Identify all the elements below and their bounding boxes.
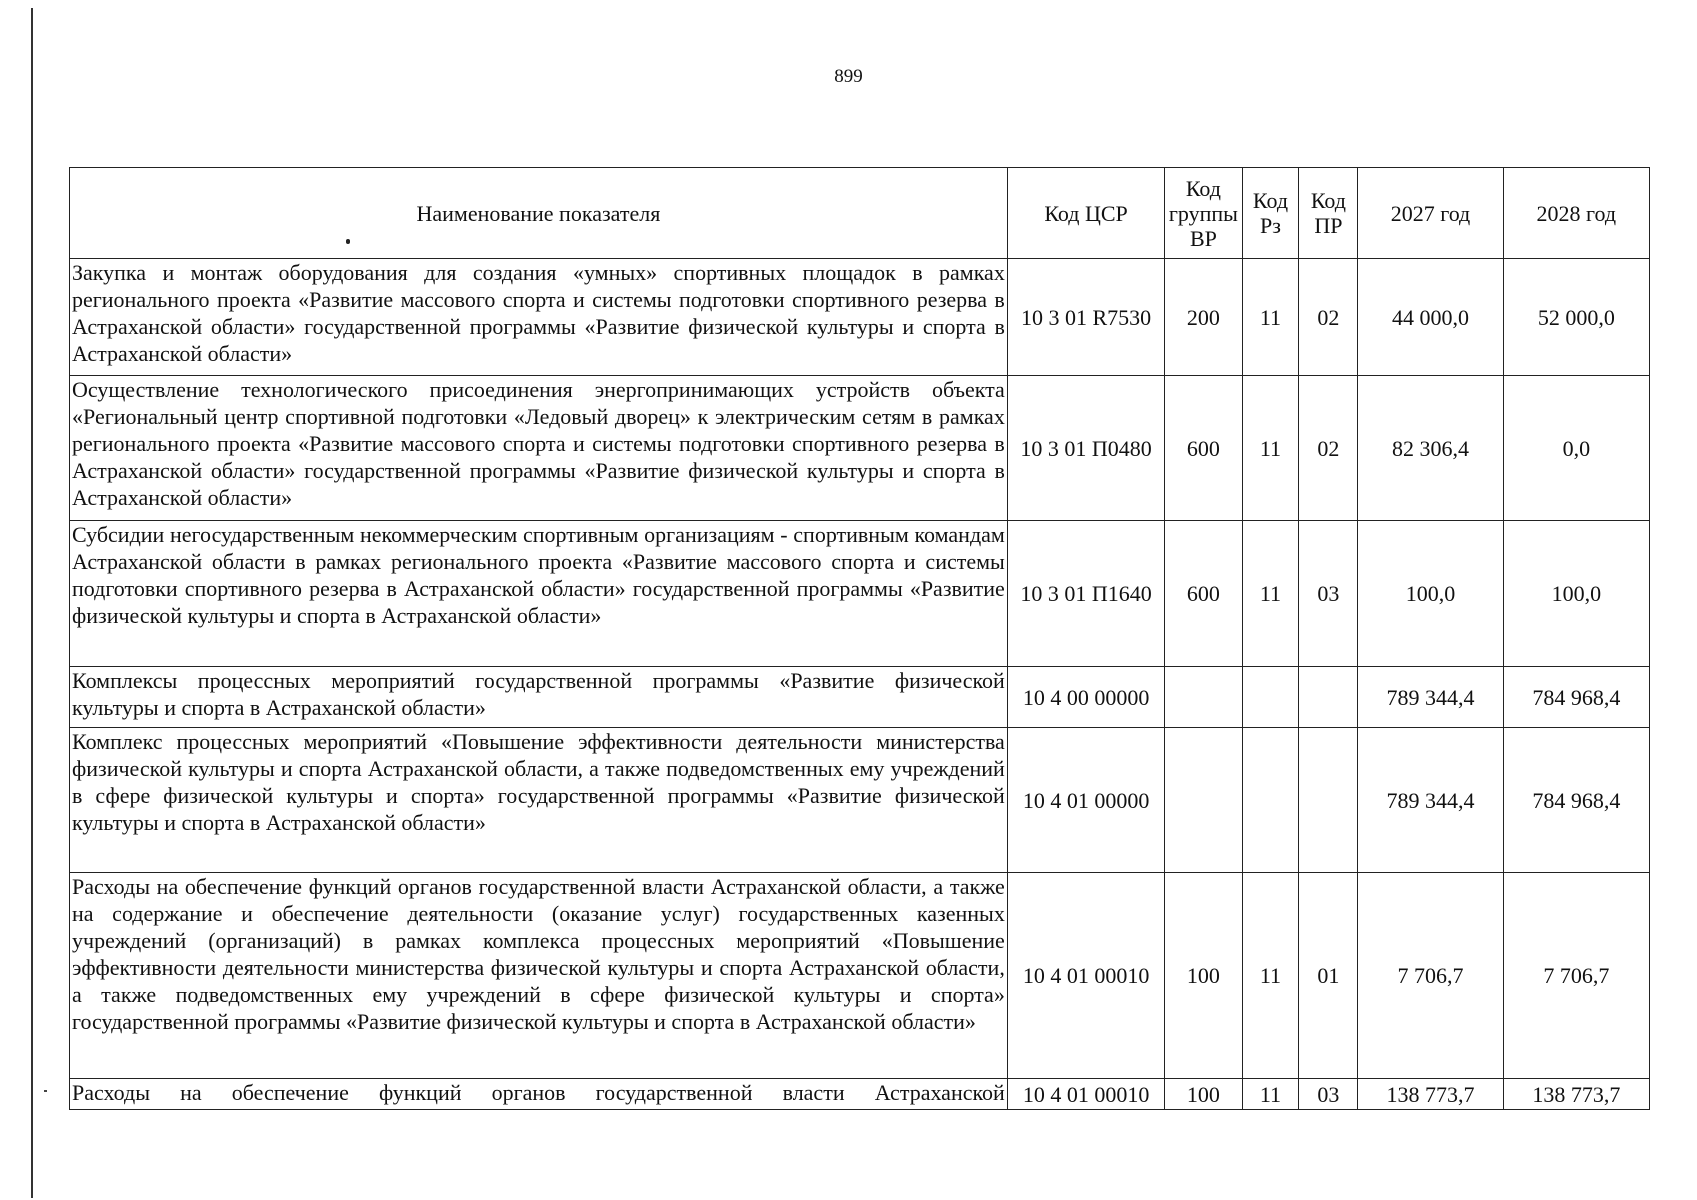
row-2028: 784 968,4 (1503, 667, 1649, 728)
row-csr: 10 4 01 00010 (1007, 1079, 1164, 1110)
row-pr: 02 (1299, 259, 1358, 376)
row-pr: 01 (1299, 873, 1358, 1079)
row-name: Комплекс процессных мероприятий «Повышение эффективности деятельности министерства физической культуры и спорта Астраханской области, а также подведомственных ему учреждений в сфере физической культуры и спорта» государственной программы «Развитие физической культуры и спорта в Астраханской области» (70, 728, 1008, 873)
row-csr: 10 4 01 00010 (1007, 873, 1164, 1079)
table-header-row (70, 168, 1650, 259)
row-vr (1165, 667, 1242, 728)
row-2027: 100,0 (1358, 521, 1503, 667)
row-name: Расходы на обеспечение функций органов государственной власти Астраханской области, а также на содержание и обеспечение деятельности (оказание услуг) государственных казенных учреждений (организаций) в рамках комплекса процессных мероприятий «Повышение эффективности деятельности министерства физической культуры и спорта Астраханской области, а также подведомственных ему учреждений в сфере физической культуры и спорта» государственной программы «Развитие физической культуры и спорта в Астраханской области» (70, 873, 1008, 1079)
row-2028: 100,0 (1503, 521, 1649, 667)
row-vr: 100 (1165, 873, 1242, 1079)
row-csr: 10 4 00 00000 (1007, 667, 1164, 728)
row-2028: 0,0 (1503, 376, 1649, 521)
header-name: Наименование показателя (70, 168, 1008, 259)
budget-table (69, 167, 1650, 1110)
row-2027: 138 773,7 (1358, 1079, 1503, 1110)
row-pr: 03 (1299, 1079, 1358, 1110)
row-csr: 10 3 01 П0480 (1007, 376, 1164, 521)
header-rz: Код Рз (1242, 168, 1299, 259)
row-2028: 138 773,7 (1503, 1079, 1649, 1110)
row-csr: 10 4 01 00000 (1007, 728, 1164, 873)
row-pr: 03 (1299, 521, 1358, 667)
table-row (70, 667, 1650, 728)
row-2027: 789 344,4 (1358, 667, 1503, 728)
page-number: 899 (834, 66, 863, 87)
row-pr (1299, 667, 1358, 728)
row-rz: 11 (1242, 1079, 1299, 1110)
row-2027: 7 706,7 (1358, 873, 1503, 1079)
table-row (70, 728, 1650, 873)
header-2028: 2028 год (1503, 168, 1649, 259)
row-csr: 10 3 01 R7530 (1007, 259, 1164, 376)
row-vr: 100 (1165, 1079, 1242, 1110)
row-name: Осуществление технологического присоединения энергопринимающих устройств объекта «Региональный центр спортивной подготовки «Ледовый дворец» к электрическим сетям в рамках регионального проекта «Развитие массового спорта и системы подготовки спортивного резерва в Астраханской области» государственной программы «Развитие физической культуры и спорта в Астраханской области» (70, 376, 1008, 521)
row-name: Расходы на обеспечение функций органов государственной власти Астраханской (70, 1079, 1008, 1110)
row-name: Закупка и монтаж оборудования для создания «умных» спортивных площадок в рамках регионального проекта «Развитие массового спорта и системы подготовки спортивного резерва в Астраханской области» государственной программы «Развитие физической культуры и спорта в Астраханской области» (70, 259, 1008, 376)
row-2027: 82 306,4 (1358, 376, 1503, 521)
header-pr: Код ПР (1299, 168, 1358, 259)
row-name: Субсидии негосударственным некоммерческим спортивным организациям - спортивным командам Астраханской области в рамках регионального проекта «Развитие массового спорта и системы подготовки спортивного резерва в Астраханской области» государственной программы «Развитие физической культуры и спорта в Астраханской области» (70, 521, 1008, 667)
row-pr: 02 (1299, 376, 1358, 521)
row-2028: 52 000,0 (1503, 259, 1649, 376)
row-vr: 200 (1165, 259, 1242, 376)
row-vr (1165, 728, 1242, 873)
margin-mark (44, 1090, 47, 1092)
table-row (70, 521, 1650, 667)
row-rz: 11 (1242, 521, 1299, 667)
row-csr: 10 3 01 П1640 (1007, 521, 1164, 667)
scan-dot-mark (346, 239, 350, 244)
row-vr: 600 (1165, 376, 1242, 521)
table-row (70, 376, 1650, 521)
row-rz: 11 (1242, 259, 1299, 376)
row-2027: 789 344,4 (1358, 728, 1503, 873)
row-2027: 44 000,0 (1358, 259, 1503, 376)
row-rz: 11 (1242, 873, 1299, 1079)
table-row (70, 1079, 1650, 1110)
row-rz: 11 (1242, 376, 1299, 521)
row-vr: 600 (1165, 521, 1242, 667)
table-row (70, 259, 1650, 376)
row-name: Комплексы процессных мероприятий государственной программы «Развитие физической культуры и спорта в Астраханской области» (70, 667, 1008, 728)
row-2028: 784 968,4 (1503, 728, 1649, 873)
row-rz (1242, 728, 1299, 873)
row-pr (1299, 728, 1358, 873)
header-csr: Код ЦСР (1007, 168, 1164, 259)
row-rz (1242, 667, 1299, 728)
header-vr: Код группы ВР (1165, 168, 1242, 259)
row-2028: 7 706,7 (1503, 873, 1649, 1079)
table-row (70, 873, 1650, 1079)
left-margin-line (31, 8, 33, 1198)
header-2027: 2027 год (1358, 168, 1503, 259)
